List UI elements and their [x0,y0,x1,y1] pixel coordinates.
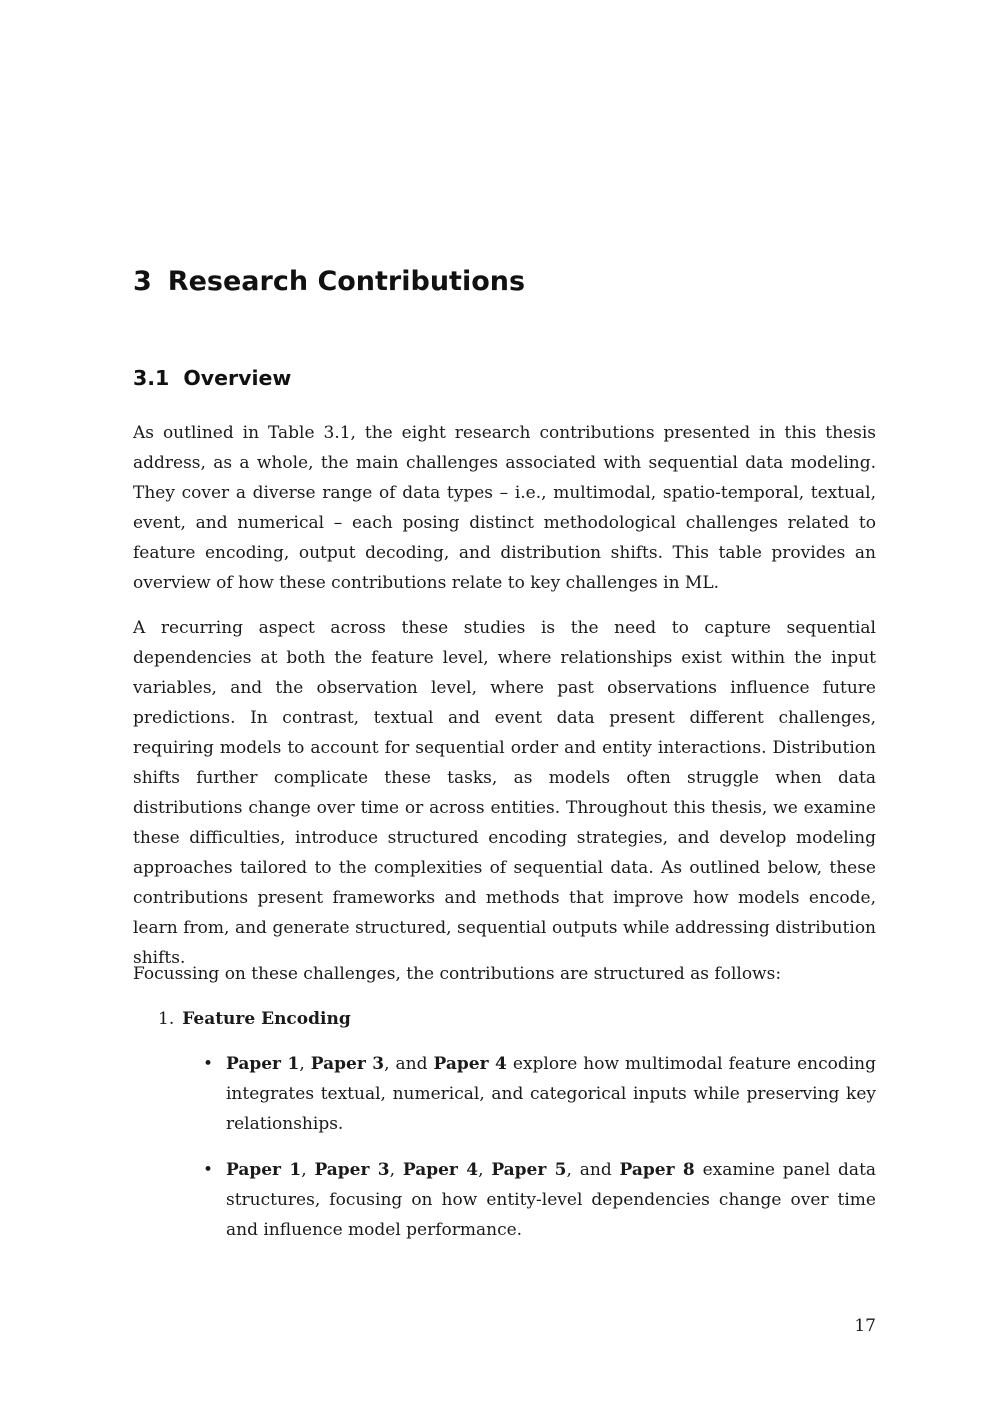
bullet-dot-icon: • [203,1054,214,1074]
separator: , and [566,1160,620,1180]
page-number: 17 [854,1316,876,1336]
paper-ref: Paper 8 [619,1160,695,1180]
paper-ref: Paper 4 [433,1054,507,1074]
bullet-text: explore how multimodal feature encoding integrates textual, numerical, and categorical inputs while preserving key relationships. [226,1054,877,1134]
paragraph-overview: As outlined in Table 3.1, the eight research contributions presented in this thesis address, as a whole, the main challenges associated with sequential data modeling. They cover a diverse range of data types – i.e., multimodal, spatio-temporal, textual, event, and numerical – each posing distinct methodological challenges related to feature encoding, output decoding, and distribution shifts. This table provides an overview of how these contributions relate to key challenges in ML. [133,423,876,593]
section-heading [133,366,291,390]
chapter-title: Research Contributions [167,266,526,297]
chapter-heading [133,266,525,297]
paper-ref: Paper 3 [314,1160,390,1180]
bullet-multimodal-encoding [203,1049,877,1139]
separator: , [389,1160,403,1180]
paper-ref: Paper 5 [491,1160,567,1180]
separator: , and [384,1054,434,1074]
separator: , [299,1054,311,1074]
separator: , [301,1160,315,1180]
bullet-panel-data [203,1155,877,1245]
section-number: 3.1 [133,366,170,390]
paper-ref: Paper 3 [310,1054,385,1074]
paper-ref: Paper 1 [226,1160,302,1180]
separator: , [478,1160,492,1180]
enumeration-label: Feature Encoding [182,1009,351,1029]
paper-ref: Paper 4 [402,1160,479,1180]
enumeration-marker: 1. [158,1009,175,1029]
enumeration-item-feature-encoding [158,1004,351,1034]
chapter-number: 3 [133,266,152,297]
bullet-text: examine panel data structures, focusing on how entity-level dependencies change over time and influence model performance. [226,1160,877,1240]
paragraph-structure-intro: Focussing on these challenges, the contributions are structured as follows: [133,964,782,984]
paper-ref: Paper 1 [226,1054,300,1074]
paragraph-recurring-aspect: A recurring aspect across these studies is the need to capture sequential dependencies at both the feature level, where relationships exist within the input variables, and the observation level, where past observations influence future predictions. In contrast, textual and event data present different challenges, requiring models to account for sequential order and entity interactions. Distribution shifts further complicate these tasks, as models often struggle when data distributions change over time or across entities. Throughout this thesis, we examine these difficulties, introduce structured encoding strategies, and develop modeling approaches tailored to the complexities of sequential data. As outlined below, these contributions present frameworks and methods that improve how models encode, learn from, and generate structured, sequential outputs while addressing distribution shifts. [133,618,876,968]
section-title: Overview [183,366,292,390]
bullet-dot-icon: • [203,1160,214,1180]
